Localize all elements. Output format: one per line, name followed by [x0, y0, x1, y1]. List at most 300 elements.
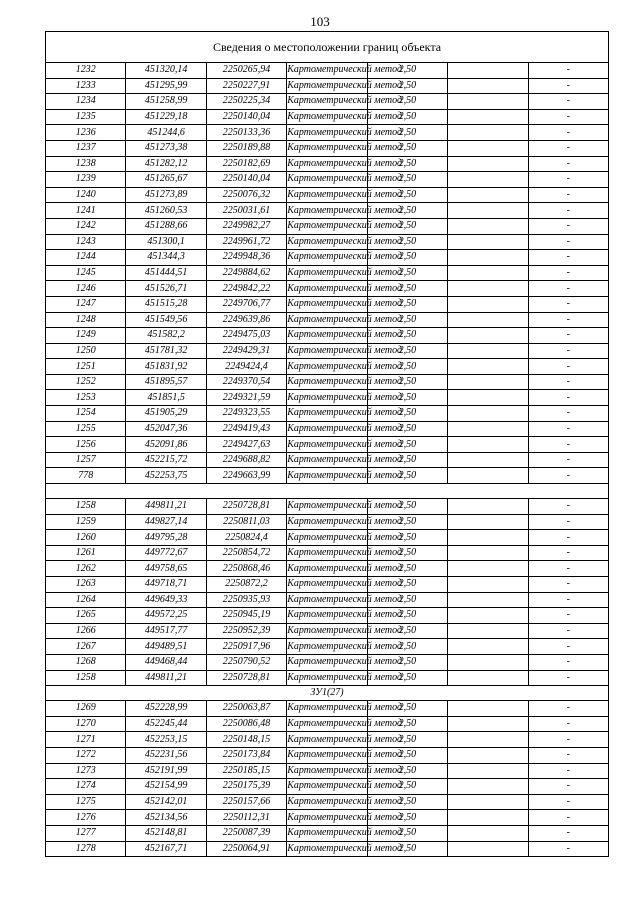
- accuracy-cell: 2,50: [367, 406, 447, 422]
- description-cell: -: [528, 94, 608, 110]
- y-coordinate-cell: 2250185,15: [206, 763, 286, 779]
- x-coordinate-cell: 452253,15: [126, 732, 206, 748]
- x-coordinate-cell: 452245,44: [126, 716, 206, 732]
- formula-cell: [448, 265, 528, 281]
- formula-cell: [448, 545, 528, 561]
- y-coordinate-cell: 2249982,27: [206, 218, 286, 234]
- x-coordinate-cell: 451444,51: [126, 265, 206, 281]
- method-cell: Картометрический метод: [287, 374, 367, 390]
- method-cell: Картометрический метод: [287, 639, 367, 655]
- description-cell: -: [528, 763, 608, 779]
- y-coordinate-cell: 2250868,46: [206, 561, 286, 577]
- table-row: [46, 514, 609, 530]
- formula-cell: [448, 281, 528, 297]
- accuracy-cell: 2,50: [367, 825, 447, 841]
- accuracy-cell: 2,50: [367, 747, 447, 763]
- accuracy-cell: 2,50: [367, 187, 447, 203]
- x-coordinate-cell: 451781,32: [126, 343, 206, 359]
- formula-cell: [448, 716, 528, 732]
- y-coordinate-cell: 2250952,39: [206, 623, 286, 639]
- accuracy-cell: 2,50: [367, 701, 447, 717]
- x-coordinate-cell: 452154,99: [126, 779, 206, 795]
- point-number-cell: 1233: [46, 78, 126, 94]
- formula-cell: [448, 530, 528, 546]
- accuracy-cell: 2,50: [367, 312, 447, 328]
- formula-cell: [448, 763, 528, 779]
- x-coordinate-cell: 449572,25: [126, 608, 206, 624]
- accuracy-cell: 2,50: [367, 109, 447, 125]
- formula-cell: [448, 468, 528, 484]
- description-cell: -: [528, 623, 608, 639]
- method-cell: Картометрический метод: [287, 654, 367, 670]
- table-row: [46, 763, 609, 779]
- method-cell: Картометрический метод: [287, 794, 367, 810]
- table-row: [46, 343, 609, 359]
- description-cell: -: [528, 654, 608, 670]
- formula-cell: [448, 747, 528, 763]
- y-coordinate-cell: 2250824,4: [206, 530, 286, 546]
- point-number-cell: 1276: [46, 810, 126, 826]
- accuracy-cell: 2,50: [367, 250, 447, 266]
- description-cell: -: [528, 125, 608, 141]
- method-cell: Картометрический метод: [287, 670, 367, 686]
- y-coordinate-cell: 2250140,04: [206, 172, 286, 188]
- formula-cell: [448, 437, 528, 453]
- description-cell: -: [528, 187, 608, 203]
- point-number-cell: 1272: [46, 747, 126, 763]
- x-coordinate-cell: 451244,6: [126, 125, 206, 141]
- accuracy-cell: 2,50: [367, 499, 447, 515]
- y-coordinate-cell: 2249663,99: [206, 468, 286, 484]
- x-coordinate-cell: 449827,14: [126, 514, 206, 530]
- y-coordinate-cell: 2250133,36: [206, 125, 286, 141]
- formula-cell: [448, 156, 528, 172]
- point-number-cell: 1269: [46, 701, 126, 717]
- accuracy-cell: 2,50: [367, 452, 447, 468]
- table-row: [46, 406, 609, 422]
- formula-cell: [448, 125, 528, 141]
- table-row: [46, 125, 609, 141]
- method-cell: Картометрический метод: [287, 156, 367, 172]
- y-coordinate-cell: 2250140,04: [206, 109, 286, 125]
- accuracy-cell: 2,50: [367, 716, 447, 732]
- table-row: [46, 281, 609, 297]
- point-number-cell: 1252: [46, 374, 126, 390]
- table-row: [46, 716, 609, 732]
- y-coordinate-cell: 2250086,48: [206, 716, 286, 732]
- x-coordinate-cell: 452191,99: [126, 763, 206, 779]
- table-row: [46, 63, 609, 79]
- table-row: [46, 499, 609, 515]
- description-cell: -: [528, 545, 608, 561]
- y-coordinate-cell: 2250063,87: [206, 701, 286, 717]
- point-number-cell: 1275: [46, 794, 126, 810]
- table-row: [46, 140, 609, 156]
- point-number-cell: 1264: [46, 592, 126, 608]
- x-coordinate-cell: 451515,28: [126, 296, 206, 312]
- point-number-cell: 1258: [46, 670, 126, 686]
- point-number-cell: 1260: [46, 530, 126, 546]
- point-number-cell: 1270: [46, 716, 126, 732]
- method-cell: Картометрический метод: [287, 452, 367, 468]
- table-title-row: [46, 32, 609, 63]
- point-number-cell: 1262: [46, 561, 126, 577]
- accuracy-cell: 2,50: [367, 608, 447, 624]
- y-coordinate-cell: 2250872,2: [206, 577, 286, 593]
- method-cell: Картометрический метод: [287, 140, 367, 156]
- point-number-cell: 1256: [46, 437, 126, 453]
- method-cell: Картометрический метод: [287, 825, 367, 841]
- table-row: [46, 312, 609, 328]
- description-cell: -: [528, 109, 608, 125]
- x-coordinate-cell: 449811,21: [126, 499, 206, 515]
- method-cell: Картометрический метод: [287, 468, 367, 484]
- accuracy-cell: 2,50: [367, 374, 447, 390]
- method-cell: Картометрический метод: [287, 561, 367, 577]
- formula-cell: [448, 670, 528, 686]
- accuracy-cell: 2,50: [367, 592, 447, 608]
- group-label: [46, 484, 609, 499]
- table-row: [46, 810, 609, 826]
- formula-cell: [448, 701, 528, 717]
- y-coordinate-cell: 2249419,43: [206, 421, 286, 437]
- x-coordinate-cell: 451288,66: [126, 218, 206, 234]
- point-number-cell: 1248: [46, 312, 126, 328]
- x-coordinate-cell: 451895,57: [126, 374, 206, 390]
- point-number-cell: 1259: [46, 514, 126, 530]
- description-cell: -: [528, 172, 608, 188]
- table-row: [46, 530, 609, 546]
- formula-cell: [448, 452, 528, 468]
- description-cell: -: [528, 841, 608, 857]
- accuracy-cell: 2,50: [367, 670, 447, 686]
- method-cell: Картометрический метод: [287, 514, 367, 530]
- table-row: [46, 577, 609, 593]
- accuracy-cell: 2,50: [367, 577, 447, 593]
- description-cell: -: [528, 140, 608, 156]
- method-cell: Картометрический метод: [287, 577, 367, 593]
- x-coordinate-cell: 451265,67: [126, 172, 206, 188]
- method-cell: Картометрический метод: [287, 296, 367, 312]
- table-row: [46, 187, 609, 203]
- table-row: [46, 670, 609, 686]
- method-cell: Картометрический метод: [287, 499, 367, 515]
- method-cell: Картометрический метод: [287, 343, 367, 359]
- method-cell: Картометрический метод: [287, 265, 367, 281]
- point-number-cell: 1255: [46, 421, 126, 437]
- x-coordinate-cell: 449649,33: [126, 592, 206, 608]
- formula-cell: [448, 577, 528, 593]
- formula-cell: [448, 296, 528, 312]
- description-cell: -: [528, 359, 608, 375]
- formula-cell: [448, 406, 528, 422]
- point-number-cell: 1273: [46, 763, 126, 779]
- x-coordinate-cell: 452253,75: [126, 468, 206, 484]
- description-cell: -: [528, 343, 608, 359]
- point-number-cell: 1236: [46, 125, 126, 141]
- method-cell: Картометрический метод: [287, 109, 367, 125]
- description-cell: -: [528, 312, 608, 328]
- table-row: [46, 156, 609, 172]
- point-number-cell: 1232: [46, 63, 126, 79]
- x-coordinate-cell: 449517,77: [126, 623, 206, 639]
- x-coordinate-cell: 449772,67: [126, 545, 206, 561]
- y-coordinate-cell: 2249842,22: [206, 281, 286, 297]
- formula-cell: [448, 825, 528, 841]
- formula-cell: [448, 810, 528, 826]
- accuracy-cell: 2,50: [367, 794, 447, 810]
- point-number-cell: 1250: [46, 343, 126, 359]
- x-coordinate-cell: 452148,81: [126, 825, 206, 841]
- y-coordinate-cell: 2250790,52: [206, 654, 286, 670]
- y-coordinate-cell: 2249370,54: [206, 374, 286, 390]
- formula-cell: [448, 359, 528, 375]
- y-coordinate-cell: 2250265,94: [206, 63, 286, 79]
- formula-cell: [448, 732, 528, 748]
- formula-cell: [448, 421, 528, 437]
- group-separator-row: [46, 484, 609, 499]
- accuracy-cell: 2,50: [367, 265, 447, 281]
- method-cell: Картометрический метод: [287, 763, 367, 779]
- y-coordinate-cell: 2250728,81: [206, 499, 286, 515]
- method-cell: Картометрический метод: [287, 592, 367, 608]
- method-cell: Картометрический метод: [287, 234, 367, 250]
- point-number-cell: 1243: [46, 234, 126, 250]
- method-cell: Картометрический метод: [287, 125, 367, 141]
- formula-cell: [448, 794, 528, 810]
- description-cell: -: [528, 608, 608, 624]
- y-coordinate-cell: 2250157,66: [206, 794, 286, 810]
- table-row: [46, 328, 609, 344]
- formula-cell: [448, 654, 528, 670]
- point-number-cell: 1245: [46, 265, 126, 281]
- method-cell: Картометрический метод: [287, 78, 367, 94]
- table-row: [46, 390, 609, 406]
- y-coordinate-cell: 2249321,59: [206, 390, 286, 406]
- x-coordinate-cell: 452167,71: [126, 841, 206, 857]
- method-cell: Картометрический метод: [287, 623, 367, 639]
- accuracy-cell: 2,50: [367, 530, 447, 546]
- accuracy-cell: 2,50: [367, 203, 447, 219]
- table-row: [46, 437, 609, 453]
- table-row: [46, 794, 609, 810]
- group-label: ЗУ1(27): [46, 686, 609, 701]
- point-number-cell: 1261: [46, 545, 126, 561]
- method-cell: Картометрический метод: [287, 94, 367, 110]
- description-cell: -: [528, 794, 608, 810]
- point-number-cell: 1257: [46, 452, 126, 468]
- accuracy-cell: 2,50: [367, 281, 447, 297]
- page-number: 103: [310, 14, 330, 29]
- formula-cell: [448, 203, 528, 219]
- x-coordinate-cell: 451526,71: [126, 281, 206, 297]
- x-coordinate-cell: 451282,12: [126, 156, 206, 172]
- point-number-cell: 1277: [46, 825, 126, 841]
- point-number-cell: 1266: [46, 623, 126, 639]
- y-coordinate-cell: 2250917,96: [206, 639, 286, 655]
- formula-cell: [448, 592, 528, 608]
- formula-cell: [448, 234, 528, 250]
- table-row: [46, 78, 609, 94]
- description-cell: -: [528, 810, 608, 826]
- point-number-cell: 1274: [46, 779, 126, 795]
- y-coordinate-cell: 2250148,15: [206, 732, 286, 748]
- table-row: [46, 452, 609, 468]
- method-cell: Картометрический метод: [287, 218, 367, 234]
- description-cell: -: [528, 747, 608, 763]
- point-number-cell: 1241: [46, 203, 126, 219]
- description-cell: -: [528, 514, 608, 530]
- description-cell: -: [528, 452, 608, 468]
- description-cell: -: [528, 670, 608, 686]
- formula-cell: [448, 623, 528, 639]
- y-coordinate-cell: 2249961,72: [206, 234, 286, 250]
- point-number-cell: 1265: [46, 608, 126, 624]
- accuracy-cell: 2,50: [367, 545, 447, 561]
- y-coordinate-cell: 2249639,86: [206, 312, 286, 328]
- x-coordinate-cell: 449489,51: [126, 639, 206, 655]
- y-coordinate-cell: 2250945,19: [206, 608, 286, 624]
- method-cell: Картометрический метод: [287, 421, 367, 437]
- accuracy-cell: 2,50: [367, 514, 447, 530]
- formula-cell: [448, 187, 528, 203]
- accuracy-cell: 2,50: [367, 810, 447, 826]
- description-cell: -: [528, 701, 608, 717]
- formula-cell: [448, 250, 528, 266]
- description-cell: -: [528, 499, 608, 515]
- description-cell: -: [528, 328, 608, 344]
- method-cell: Картометрический метод: [287, 841, 367, 857]
- x-coordinate-cell: 452091,86: [126, 437, 206, 453]
- x-coordinate-cell: 451273,89: [126, 187, 206, 203]
- method-cell: Картометрический метод: [287, 187, 367, 203]
- point-number-cell: 778: [46, 468, 126, 484]
- y-coordinate-cell: 2250031,61: [206, 203, 286, 219]
- accuracy-cell: 2,50: [367, 296, 447, 312]
- description-cell: -: [528, 421, 608, 437]
- formula-cell: [448, 63, 528, 79]
- x-coordinate-cell: 449758,65: [126, 561, 206, 577]
- y-coordinate-cell: 2250225,34: [206, 94, 286, 110]
- description-cell: -: [528, 234, 608, 250]
- y-coordinate-cell: 2250189,88: [206, 140, 286, 156]
- x-coordinate-cell: 451831,92: [126, 359, 206, 375]
- point-number-cell: 1242: [46, 218, 126, 234]
- method-cell: Картометрический метод: [287, 172, 367, 188]
- point-number-cell: 1268: [46, 654, 126, 670]
- description-cell: -: [528, 639, 608, 655]
- table-row: [46, 779, 609, 795]
- x-coordinate-cell: 451229,18: [126, 109, 206, 125]
- formula-cell: [448, 561, 528, 577]
- point-number-cell: 1249: [46, 328, 126, 344]
- table-row: [46, 109, 609, 125]
- formula-cell: [448, 94, 528, 110]
- formula-cell: [448, 218, 528, 234]
- x-coordinate-cell: 449468,44: [126, 654, 206, 670]
- accuracy-cell: 2,50: [367, 359, 447, 375]
- description-cell: -: [528, 825, 608, 841]
- y-coordinate-cell: 2250064,91: [206, 841, 286, 857]
- x-coordinate-cell: 449718,71: [126, 577, 206, 593]
- y-coordinate-cell: 2250112,31: [206, 810, 286, 826]
- formula-cell: [448, 312, 528, 328]
- y-coordinate-cell: 2249323,55: [206, 406, 286, 422]
- method-cell: Картометрический метод: [287, 359, 367, 375]
- accuracy-cell: 2,50: [367, 156, 447, 172]
- accuracy-cell: 2,50: [367, 732, 447, 748]
- description-cell: -: [528, 577, 608, 593]
- table-row: [46, 623, 609, 639]
- accuracy-cell: 2,50: [367, 234, 447, 250]
- point-number-cell: 1244: [46, 250, 126, 266]
- accuracy-cell: 2,50: [367, 437, 447, 453]
- accuracy-cell: 2,50: [367, 561, 447, 577]
- y-coordinate-cell: 2250935,93: [206, 592, 286, 608]
- group-separator-row: [46, 686, 609, 701]
- table-row: [46, 592, 609, 608]
- description-cell: -: [528, 281, 608, 297]
- formula-cell: [448, 779, 528, 795]
- table-row: [46, 94, 609, 110]
- accuracy-cell: 2,50: [367, 639, 447, 655]
- x-coordinate-cell: 451582,2: [126, 328, 206, 344]
- x-coordinate-cell: 451273,38: [126, 140, 206, 156]
- y-coordinate-cell: 2250076,32: [206, 187, 286, 203]
- description-cell: -: [528, 779, 608, 795]
- x-coordinate-cell: 451295,99: [126, 78, 206, 94]
- method-cell: Картометрический метод: [287, 250, 367, 266]
- method-cell: Картометрический метод: [287, 732, 367, 748]
- x-coordinate-cell: 451258,99: [126, 94, 206, 110]
- table-row: [46, 218, 609, 234]
- y-coordinate-cell: 2249884,62: [206, 265, 286, 281]
- y-coordinate-cell: 2249427,63: [206, 437, 286, 453]
- description-cell: -: [528, 406, 608, 422]
- method-cell: Картометрический метод: [287, 390, 367, 406]
- accuracy-cell: 2,50: [367, 140, 447, 156]
- description-cell: -: [528, 78, 608, 94]
- formula-cell: [448, 499, 528, 515]
- method-cell: Картометрический метод: [287, 545, 367, 561]
- description-cell: -: [528, 561, 608, 577]
- table-row: [46, 421, 609, 437]
- point-number-cell: 1239: [46, 172, 126, 188]
- x-coordinate-cell: 451320,14: [126, 63, 206, 79]
- table-row: [46, 747, 609, 763]
- formula-cell: [448, 639, 528, 655]
- table-row: [46, 172, 609, 188]
- point-number-cell: 1278: [46, 841, 126, 857]
- point-number-cell: 1271: [46, 732, 126, 748]
- point-number-cell: 1267: [46, 639, 126, 655]
- description-cell: -: [528, 390, 608, 406]
- description-cell: -: [528, 63, 608, 79]
- y-coordinate-cell: 2250811,03: [206, 514, 286, 530]
- description-cell: -: [528, 156, 608, 172]
- point-number-cell: 1247: [46, 296, 126, 312]
- formula-cell: [448, 140, 528, 156]
- y-coordinate-cell: 2250182,69: [206, 156, 286, 172]
- accuracy-cell: 2,50: [367, 63, 447, 79]
- x-coordinate-cell: 451905,29: [126, 406, 206, 422]
- description-cell: -: [528, 468, 608, 484]
- table-row: [46, 468, 609, 484]
- point-number-cell: 1238: [46, 156, 126, 172]
- accuracy-cell: 2,50: [367, 390, 447, 406]
- x-coordinate-cell: 451300,1: [126, 234, 206, 250]
- formula-cell: [448, 841, 528, 857]
